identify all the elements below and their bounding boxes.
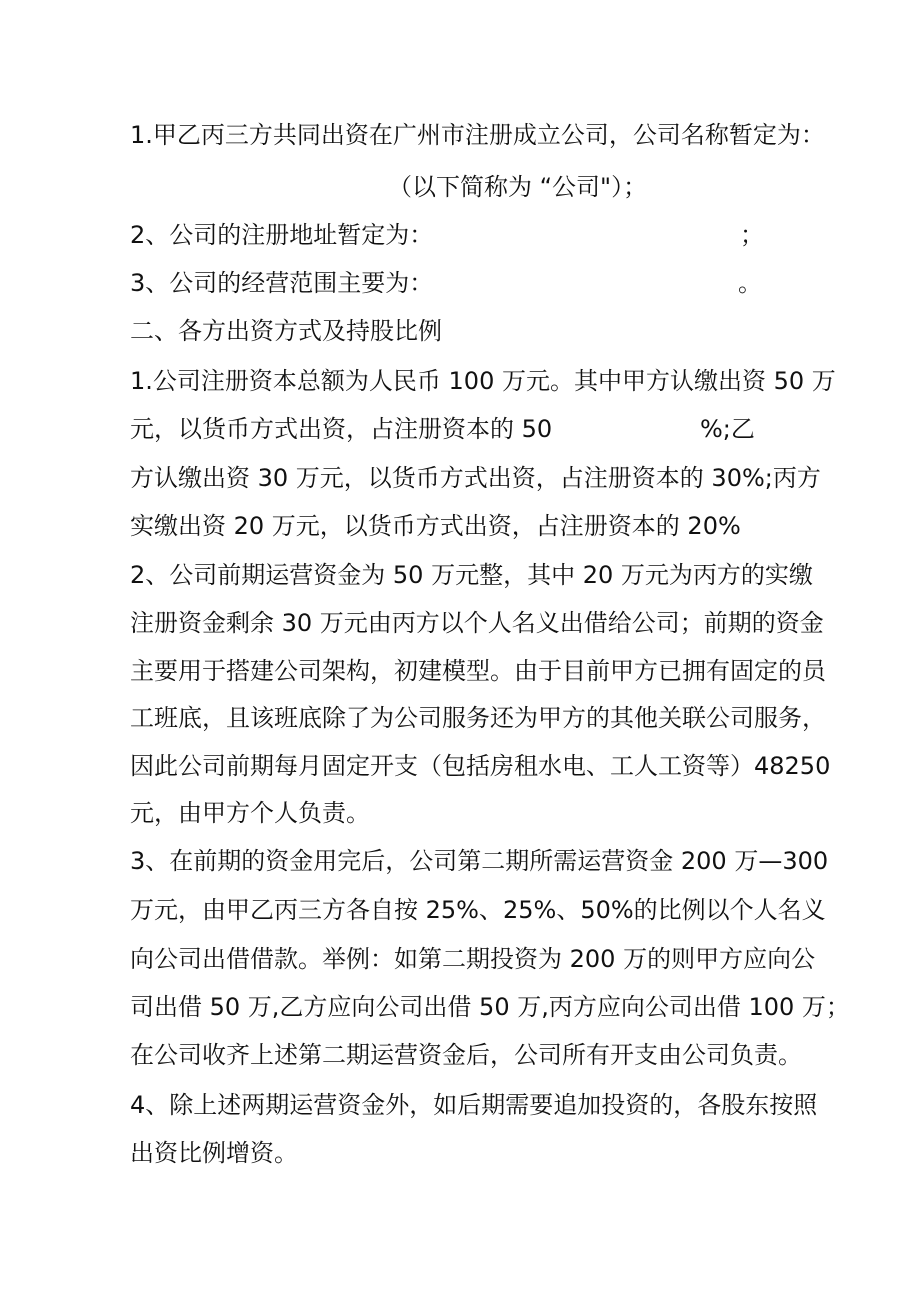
funding-line-6: 元，由甲方个人负责。 xyxy=(130,799,370,827)
second-phase-line-2: 万元，由甲乙丙三方各自按 25%、25%、50%的比例以个人名义 xyxy=(130,896,826,924)
clause-3-terminator: 。 xyxy=(738,269,762,297)
second-phase-line-3: 向公司出借借款。举例：如第二期投资为 200 万的则甲方应向公 xyxy=(130,945,816,973)
funding-line-5: 因此公司前期每月固定开支（包括房租水电、工人工资等）48250 xyxy=(130,752,831,780)
clause-2-terminator: ； xyxy=(740,221,764,249)
capital-line-4: 实缴出资 20 万元，以货币方式出资，占注册资本的 20% xyxy=(130,512,741,540)
section-heading: 二、各方出资方式及持股比例 xyxy=(130,317,442,345)
funding-line-3: 主要用于搭建公司架构，初建模型。由于目前甲方已拥有固定的员 xyxy=(130,657,826,685)
funding-line-4: 工班底，且该班底除了为公司服务还为甲方的其他关联公司服务， xyxy=(130,704,826,732)
clause-2-line: 2、公司的注册地址暂定为： xyxy=(130,221,434,249)
clause-1-line-1: 1.甲乙丙三方共同出资在广州市注册成立公司，公司名称暂定为： xyxy=(130,121,825,149)
additional-investment-line-1: 4、除上述两期运营资金外，如后期需要追加投资的，各股东按照 xyxy=(130,1091,818,1119)
second-phase-line-5: 在公司收齐上述第二期运营资金后，公司所有开支由公司负责。 xyxy=(130,1041,802,1069)
additional-investment-line-2: 出资比例增资。 xyxy=(130,1139,298,1167)
funding-line-1: 2、公司前期运营资金为 50 万元整，其中 20 万元为丙方的实缴 xyxy=(130,561,813,589)
capital-line-2-tail: %;乙 xyxy=(700,415,755,443)
clause-3-line: 3、公司的经营范围主要为： xyxy=(130,269,434,297)
second-phase-line-4: 司出借 50 万,乙方应向公司出借 50 万,丙方应向公司出借 100 万； xyxy=(130,993,850,1021)
capital-line-1: 1.公司注册资本总额为人民币 100 万元。其中甲方认缴出资 50 万 xyxy=(130,367,836,395)
clause-1-line-2: （以下简称为 “公司"）； xyxy=(388,173,648,201)
capital-line-3: 方认缴出资 30 万元，以货币方式出资，占注册资本的 30%;丙方 xyxy=(130,464,821,492)
capital-line-2: 元，以货币方式出资，占注册资本的 50 xyxy=(130,415,553,443)
second-phase-line-1: 3、在前期的资金用完后，公司第二期所需运营资金 200 万—300 xyxy=(130,847,829,875)
funding-line-2: 注册资金剩余 30 万元由丙方以个人名义出借给公司；前期的资金 xyxy=(130,609,824,637)
